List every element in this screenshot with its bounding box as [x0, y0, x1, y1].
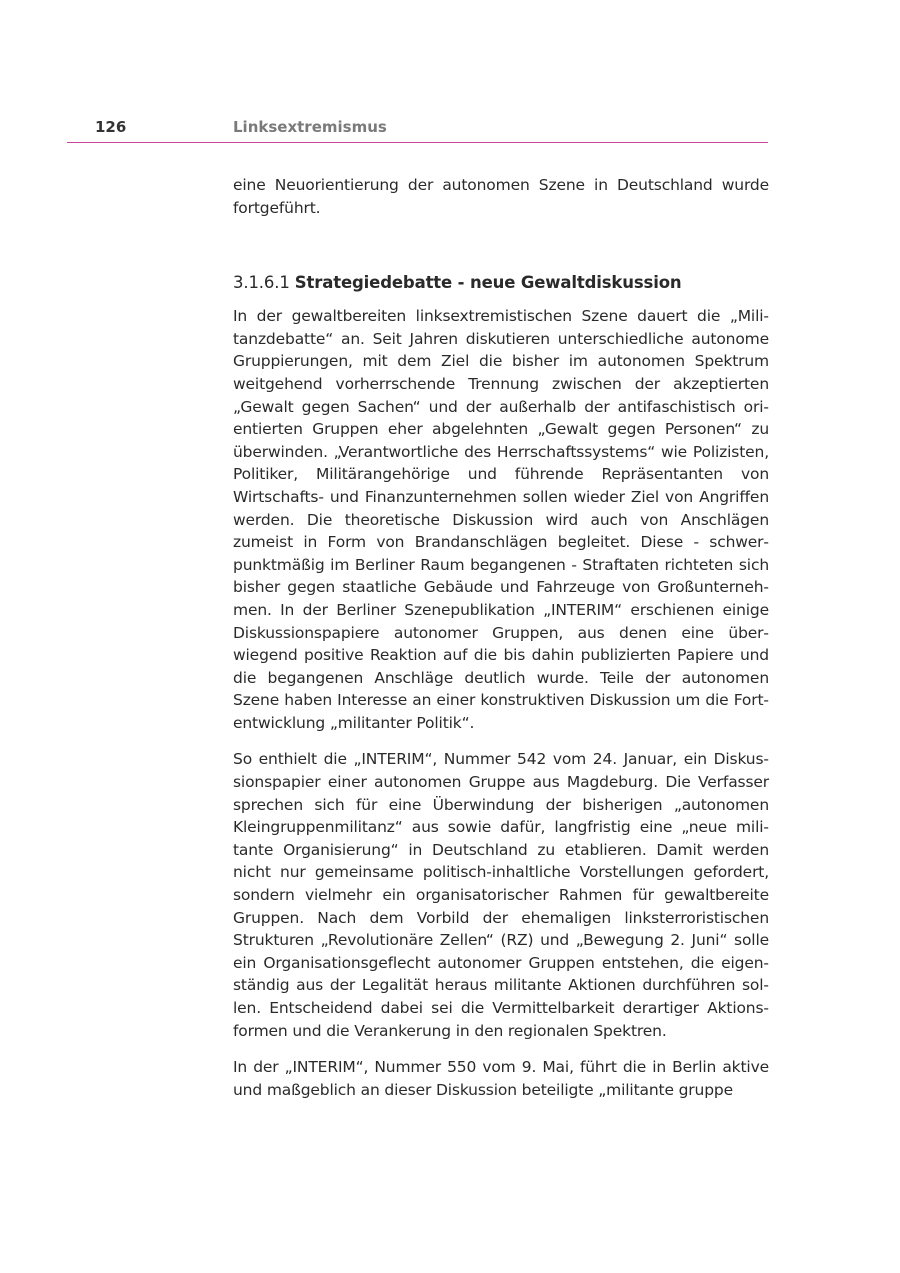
body-paragraph: So enthielt die „INTERIM“, Nummer 542 vom 24. Januar, ein Diskussionspapier einer autonomen Gruppe aus Magdeburg. Die Verfasser sprechen sich für eine Überwindung der bisherigen „autonomen Kleingruppenmilitanz“ aus sowie dafür, langfristig eine „neue militante Organisierung“ in Deutschland zu etablieren. Damit werden nicht nur gemeinsame politisch-inhaltliche Vorstellungen gefordert, sondern vielmehr ein organisatorischer Rahmen für gewaltbereite Gruppen. Nach dem Vorbild der ehemaligen linksterroristischen Strukturen „Revolutionäre Zellen“ (RZ) und „Bewegung 2. Juni“ solle ein Organisationsgeflecht autonomer Gruppen entstehen, die eigenständig aus der Legalität heraus militante Aktionen durchführen sollen. Entscheidend dabei sei die Vermittelbarkeit derartiger Aktionsformen und die Verankerung in den regionalen Spektren. — [233, 750, 769, 1040]
body-paragraph: In der gewaltbereiten linksextremistischen Szene dauert die „Militanzdebatte“ an. Seit Jahren diskutieren unterschiedliche autonome Gruppierungen, mit dem Ziel die bisher im autonomen Spektrum weitgehend vorherrschende Trennung zwischen der akzeptierten „Gewalt gegen Sachen“ und der außerhalb der antifaschistisch orientierten Gruppen eher abgelehnten „Gewalt gegen Personen“ zu überwinden. „Verantwortliche des Herrschaftssystems“ wie Polizisten, Politiker, Militärangehörige und führende Repräsentanten von Wirtschafts- und Finanzunternehmen sollen wieder Ziel von Angriffen werden. Die theoretische Diskussion wird auch von Anschlägen zumeist in Form von Brandanschlägen begleitet. Diese - schwerpunktmäßig im Berliner Raum begangenen - Straftaten richteten sich bisher gegen staatliche Gebäude und Fahrzeuge von Großunternehmen. In der Berliner Szenepublikation „INTERIM“ erschienen einige Diskussionspapiere autonomer Gruppen, aus denen eine überwiegend positive Reaktion auf die bis dahin publizierten Papiere und die begangenen Anschläge deutlich wurde. Teile der autonomen Szene haben Interesse an einer konstruktiven Diskussion um die Fortentwicklung „militanter Politik“. — [233, 307, 769, 732]
section-heading — [233, 271, 769, 295]
body-paragraph: In der „INTERIM“, Nummer 550 vom 9. Mai, führt die in Berlin aktive und maßgeblich an dieser Diskussion beteiligte „militante gruppe — [233, 1058, 769, 1099]
running-title: Linksextremismus — [233, 118, 387, 136]
section-number: 3.1.6.1 — [233, 273, 290, 293]
page-header — [67, 116, 768, 143]
intro-paragraph: eine Neuorientierung der autonomen Szene in Deutschland wurde fortgeführt. — [233, 176, 769, 217]
section-title: Strategiedebatte - neue Gewaltdiskussion — [294, 273, 682, 293]
page-number: 126 — [95, 118, 127, 136]
page-body — [233, 174, 769, 1115]
